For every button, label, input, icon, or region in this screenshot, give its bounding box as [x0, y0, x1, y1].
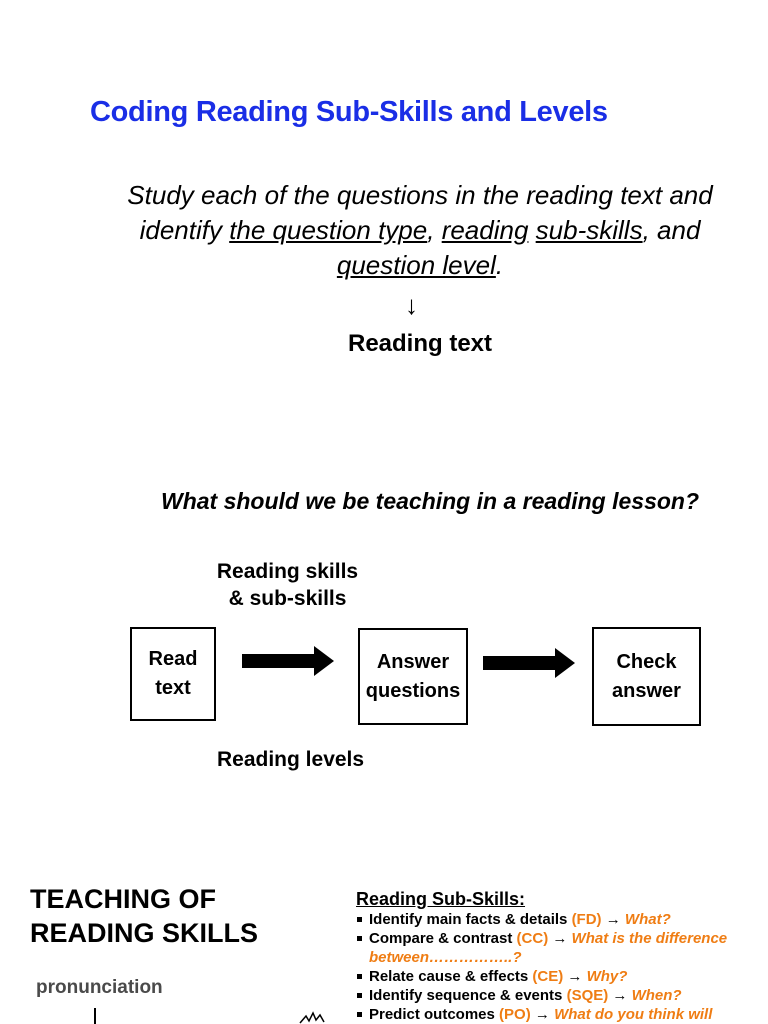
- list-item: Identify sequence & events (SQE) → When?: [356, 986, 761, 1005]
- read-text-box: Read text: [130, 627, 216, 721]
- reading-underlined: reading: [441, 215, 529, 245]
- question-type-underlined: the question type: [229, 215, 428, 245]
- right-arrow-icon: [481, 646, 577, 680]
- reading-levels-label: Reading levels: [217, 748, 365, 771]
- reading-text-label: Reading text: [347, 330, 493, 357]
- lesson-question-heading: What should we be teaching in a reading lesson?: [160, 488, 700, 514]
- sketch-icon: [298, 1010, 328, 1024]
- skills-label: Reading skills & sub-skills: [216, 560, 359, 610]
- pronunciation-label: pronunciation: [36, 977, 163, 998]
- page-title: Coding Reading Sub-Skills and Levels: [90, 96, 608, 128]
- sub-skills-underlined: sub-skills: [535, 215, 643, 245]
- answer-questions-box: Answer questions: [358, 628, 468, 725]
- connector-line: [94, 1008, 96, 1024]
- list-item-continuation: between……………..?: [369, 949, 522, 966]
- subskills-panel: [356, 888, 761, 1024]
- list-item: Predict outcomes (PO) → What do you think will: [356, 1005, 761, 1024]
- subskills-heading: Reading Sub-Skills:: [356, 889, 526, 909]
- subskills-list: [356, 910, 761, 1024]
- check-answer-box: Check answer: [592, 627, 701, 726]
- down-arrow-icon: ↓: [405, 290, 418, 320]
- instruction-line1: Study each of the questions in the reading text and: [127, 180, 713, 210]
- teaching-heading: TEACHING OF READING SKILLS: [30, 884, 259, 948]
- list-item: Identify main facts & details (FD) → What?: [356, 910, 761, 929]
- list-item: Relate cause & effects (CE) → Why?: [356, 967, 761, 986]
- instruction-text: Study each of the questions in the reading text and identify the question type, reading sub-skills, and question level.: [127, 180, 713, 280]
- question-level-underlined: question level: [336, 250, 496, 280]
- list-item: Compare & contrast (CC) → What is the difference: [356, 929, 761, 948]
- right-arrow-icon: [240, 644, 336, 678]
